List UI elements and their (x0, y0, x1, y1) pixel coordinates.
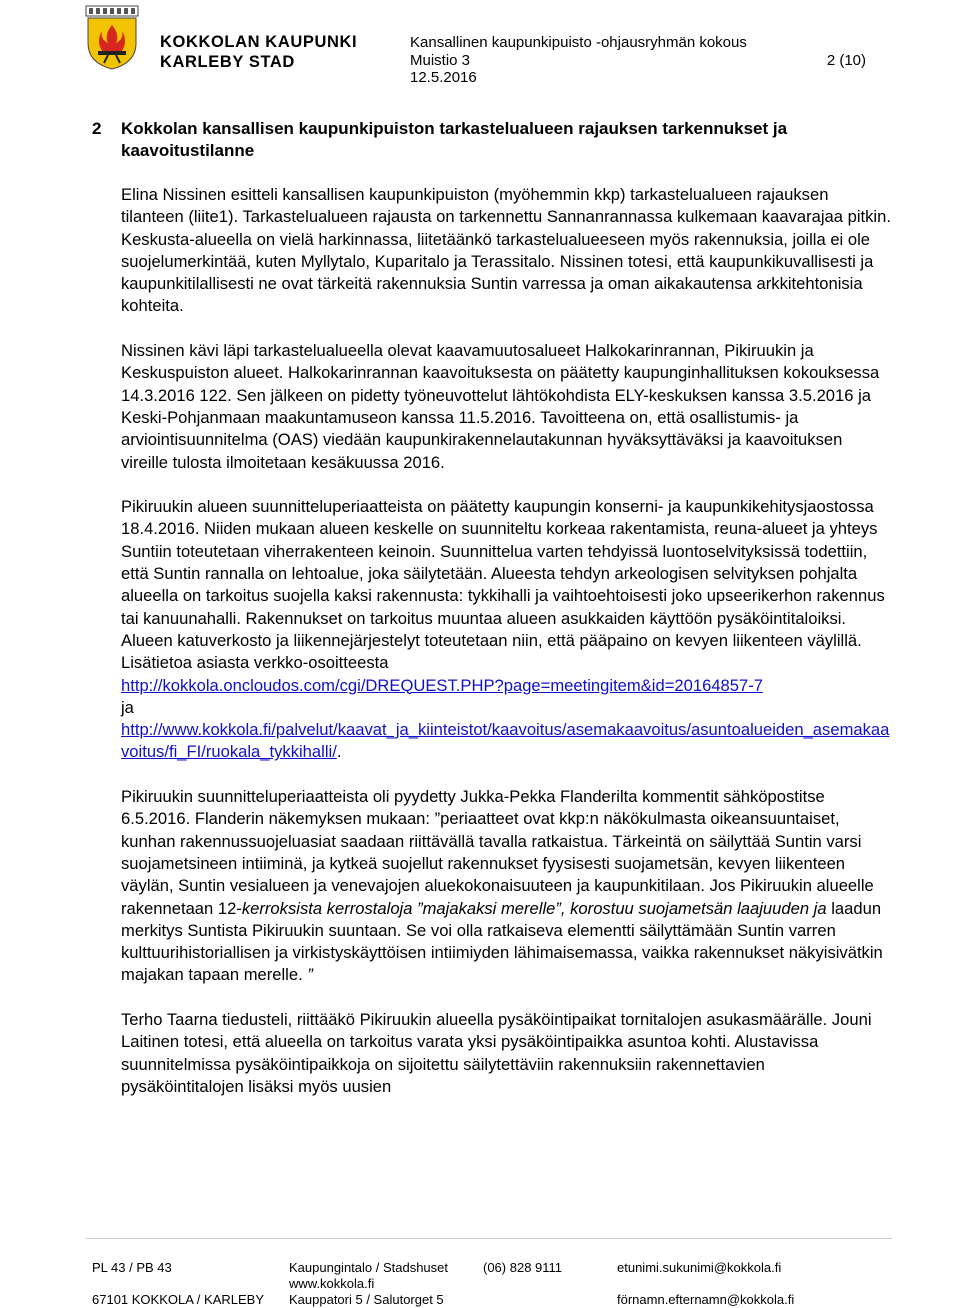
footer-pobox: PL 43 / PB 43 (92, 1260, 172, 1275)
page-number: 2 (10) (826, 52, 866, 69)
footer-postal-address: 67101 KOKKOLA / KARLEBY (92, 1292, 264, 1307)
section-title: Kokkolan kansallisen kaupunkipuiston tarkastelualueen rajauksen tarkennukset ja kaavoitustilanne (121, 119, 788, 160)
meeting-item-link[interactable]: http://kokkola.oncloudos.com/cgi/DREQUEST.PHP?page=meetingitem&id=20164857-7 (121, 675, 763, 695)
flander-intro: Pikiruukin suunnitteluperiaatteista oli pyydetty Jukka-Pekka Flanderilta kommentit sähköpostitse 6.5.2016. Flanderin näkemyksen mukaan: (121, 787, 825, 829)
paragraph-boundary-presentation: Elina Nissinen esitteli kansallisen kaupunkipuiston (myöhemmin kkp) tarkastelualueen rajauksen tilanteen (liite1). Tarkastelualueen rajausta on tarkennettu Sannanrannassa kulkemaan kaavarajaa pitkin. Keskusta-alueella on vielä harkinnassa, liitetäänkö tarkastelualueeseen myös rakennuksia, joilla ei ole suojelumerkintää, kuten Myllytalo, Kuparitalo ja Terassitalo. Nissinen totesi, että kaupunkikuvallisesti ja kaupunkitilallisesti ne ovat tärkeitä rakennuksia Suntin varressa ja oman aikakautensa arkkitehtonisia kohteita. (121, 185, 891, 316)
paragraph-flander-comments (121, 786, 891, 987)
footer-email-finnish[interactable]: etunimi.sukunimi@kokkola.fi (617, 1260, 782, 1275)
closing-quote-mark: ” (307, 965, 313, 985)
ruokala-tykkihalli-link[interactable]: http://www.kokkola.fi/palvelut/kaavat_ja_kiinteistot/kaavoitus/asemakaavoitus/asuntoalueiden_asemakaavoitus/fi_FI/ruokala_tykkihalli/ (121, 720, 890, 762)
brand-name-swedish: KARLEBY STAD (160, 53, 295, 71)
footer-office: Kaupungintalo / Stadshuset (289, 1260, 449, 1275)
city-crest-logo (84, 3, 140, 71)
link-meeting-item[interactable] (121, 675, 891, 697)
flander-quote: ”periaatteet ovat kkp:n näkökulmasta oikeansuuntaiset, kunhan rakennussuojeluasiat saadaan riittävällä tavalla ratkaistua. Tärkeintä on säilyttää Suntin varsi suojametsineen intiiminä, ja kytkeä suojellut rakennukset fyysisesti suojametsän, kevyen liikenteen väylän, Suntin vesialueen ja venevajojen aluekokonaisuuteen ja kaupunkitilaan. Jos Pikiruukin alueelle rakennetaan 12- (121, 809, 874, 918)
paragraph-zoning-areas: Nissinen kävi läpi tarkastelualueella olevat kaavamuutosalueet Halkokarinrannan, Pikiruukin ja Keskuspuiston alueet. Halkokarinrannan kaavoituksesta on päätetty kaupunginhallituksen kokouksessa 14.3.2016 122. Sen jälkeen on pidetty työneuvottelut lähtökohdista ELY-keskuksen kanssa 3.5.2016 ja Keski-Pohjanmaan maakuntamuseon kanssa 11.5.2016. Tavoitteena on, että osallistumis- ja arviointisuunnitelma (OAS) viedään kaupunkirakennelautakunnan hyväksyttäväksi ja kaavoituksen vireille tulosta ilmoitetaan kesäkuussa 2016. (121, 341, 880, 472)
section-number: 2 (92, 119, 102, 138)
conjunction-text: ja (121, 697, 134, 717)
footer-email-swedish[interactable]: förnamn.efternamn@kokkola.fi (617, 1292, 795, 1307)
paragraph-pikiruukki-principles: Pikiruukin alueen suunnitteluperiaatteista on päätetty kaupungin konserni- ja kaupunkikehitysjaostossa 18.4.2016. Niiden mukaan alueen keskelle on suunniteltu korkeaa rakentamista, reuna-alueet ja yhteys Suntiin toteutetaan viherrakenteen keinoin. Suunnittelua varten tehdyissä luontoselvityksissä todettiin, että Suntin rannalla on lehtoalue, joka säilytetään. Alueesta tehdyn arkeologisen selvityksen pohjalta alueella on tarkoitus suojella kaksi rakennusta: tykkihalli ja vaihtoehtoisesti joko upseerikerhon rakennus tai kanuunahalli. Rakennukset on tarkoitus muuntaa alueen asukkaiden käyttöön pysäköintitaloiksi. Alueen katuverkosto ja liikennejärjestelyt toteutetaan niin, että pääpaino on kevyen liikenteen väylillä. Lisätietoa asiasta verkko-osoitteesta (121, 497, 885, 673)
meeting-title: Kansallinen kaupunkipuisto -ohjausryhmän kokous (410, 34, 747, 51)
footer-street-address: Kauppatori 5 / Salutorget 5 (289, 1292, 444, 1307)
document-date: 12.5.2016 (410, 69, 477, 86)
document-type: Muistio 3 (410, 52, 471, 69)
brand-name-finnish: KOKKOLAN KAUPUNKI (160, 33, 358, 51)
link-period: . (336, 742, 342, 762)
link-ruokala-paragraph (121, 719, 891, 764)
paragraph-parking: Terho Taarna tiedusteli, riittääkö Pikiruukin alueella pysäköintipaikat tornitalojen asukasmäärälle. Jouni Laitinen totesi, että alueella on tarkoitus varata yksi pysäköintipaikka asuntoa kohti. Alustavissa suunnitelmissa pysäköintipaikkoja on sijoitettu säilytettäviin rakennuksiin rakennettavien pysäköintitalojen lisäksi myös uusien (121, 1009, 872, 1096)
footer-divider (86, 1238, 892, 1239)
document-body (121, 184, 891, 1098)
flander-quote-end: laadun merkitys Suntista Pikiruukin suuntaan. Se voi olla ratkaiseva elementti säilyttämään Suntin varren kulttuurihistoriallisen ja virkistyskäyttöisen intiimiyden lähimaisemassa, vaikka rakennukset näkyisivätkin majakan tapaan merelle. (121, 898, 883, 985)
section-heading (92, 118, 892, 162)
footer-website[interactable]: www.kokkola.fi (289, 1276, 375, 1291)
footer-phone: (06) 828 9111 (483, 1260, 563, 1275)
flander-quote-italic: kerroksista kerrostaloja ”majakaksi merelle”, korostuu suojametsän laajuuden ja (241, 898, 827, 918)
